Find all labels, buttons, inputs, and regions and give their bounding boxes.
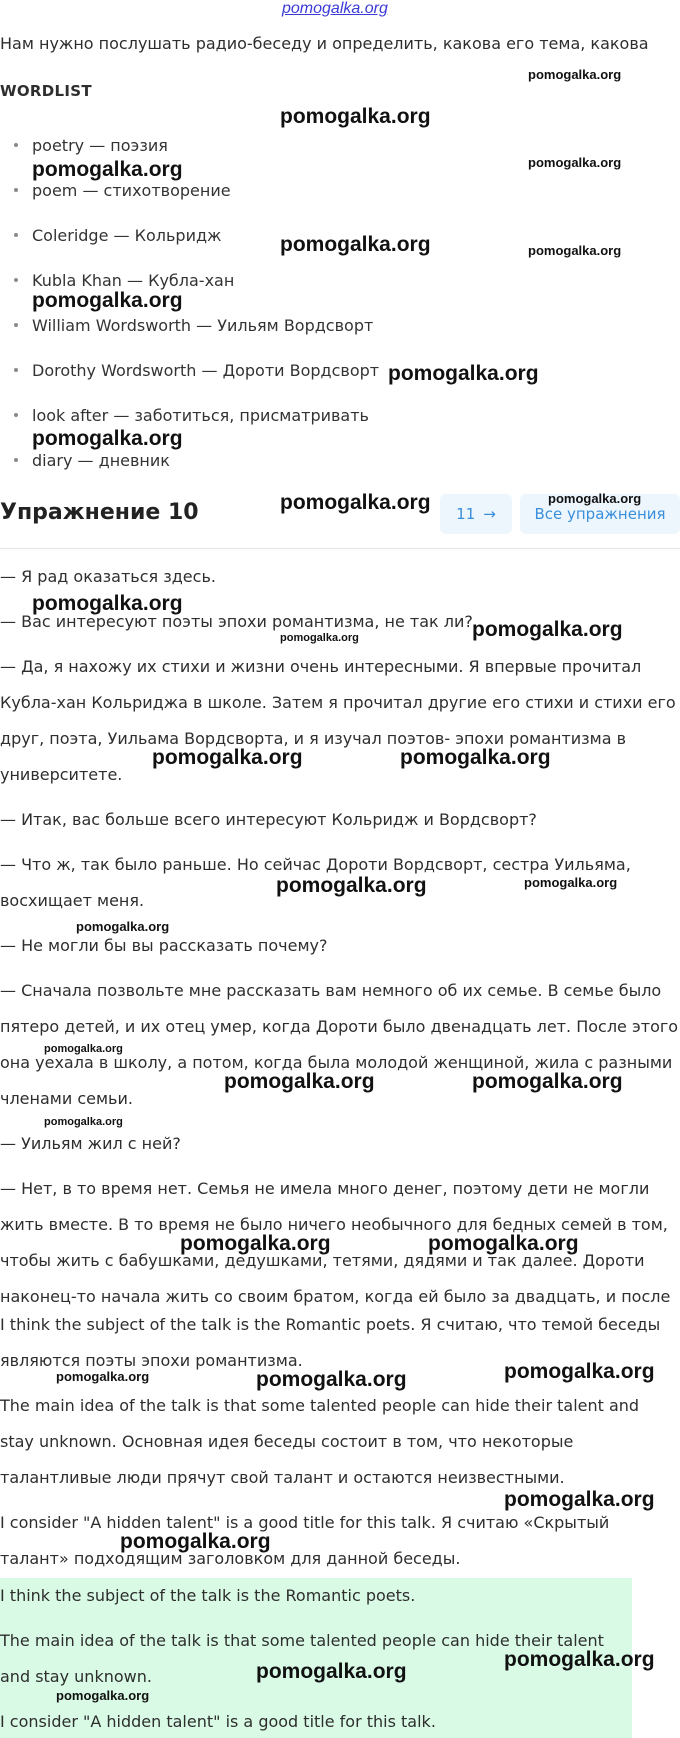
watermark: pomogalka.org	[504, 1648, 655, 1671]
watermark: pomogalka.org	[32, 427, 183, 450]
text-line: — Что ж, так было раньше. Но сейчас Дороти Вордсворт, сестра Уильяма,	[0, 855, 631, 874]
watermark: pomogalka.org	[280, 233, 431, 256]
answer-line: and stay unknown.	[0, 1667, 152, 1686]
text-line: являются поэты эпохи романтизма.	[0, 1351, 303, 1370]
watermark: pomogalka.org	[32, 592, 183, 615]
text-line: — Сначала позвольте мне рассказать вам немного об их семье. В семье было	[0, 981, 662, 1000]
text-line: I think the subject of the talk is the Romantic poets. Я считаю, что темой беседы	[0, 1315, 661, 1334]
watermark: pomogalka.org	[280, 105, 431, 128]
bullet-icon	[14, 458, 18, 462]
watermark: pomogalka.org	[504, 1360, 655, 1383]
text-line: друг, поэта, Уильама Вордсворта, и я изучал поэтов- эпохи романтизма в	[0, 729, 627, 748]
exercise-title: Упражнение 10	[0, 500, 199, 525]
watermark: pomogalka.org	[152, 746, 303, 769]
watermark: pomogalka.org	[76, 919, 170, 934]
bullet-icon	[14, 413, 18, 417]
wordlist-title: WORDLIST	[0, 82, 92, 100]
bullet-icon	[14, 233, 18, 237]
watermark: pomogalka.org	[32, 158, 183, 181]
wordlist-item: Coleridge — Кольридж	[14, 226, 221, 245]
next-exercise-button[interactable]	[440, 494, 512, 534]
wordlist-item: William Wordsworth — Уильям Вордсворт	[14, 316, 373, 335]
watermark: pomogalka.org	[472, 1070, 623, 1093]
watermark: pomogalka.org	[32, 289, 183, 312]
text-line: — Не могли бы вы рассказать почему?	[0, 936, 328, 955]
all-exercises-label: Все упражнения	[534, 505, 666, 523]
watermark: pomogalka.org	[388, 362, 539, 385]
wordlist-item: Dorothy Wordsworth — Дороти Вордсворт	[14, 361, 379, 380]
text-line: она уехала в школу, а потом, когда была молодой женщиной, жила с разными	[0, 1053, 673, 1072]
text-line: — Итак, вас больше всего интересуют Кольридж и Вордсворт?	[0, 810, 537, 829]
watermark: pomogalka.org	[280, 632, 359, 644]
watermark: pomogalka.org	[44, 1043, 123, 1055]
text-line: восхищает меня.	[0, 891, 145, 910]
watermark: pomogalka.org	[472, 618, 623, 641]
text-line: талант» подходящим заголовком для данной беседы.	[0, 1549, 461, 1568]
answer-line: I think the subject of the talk is the Romantic poets.	[0, 1586, 416, 1605]
watermark: pomogalka.org	[504, 1488, 655, 1511]
watermark: pomogalka.org	[256, 1368, 407, 1391]
arrow-right-icon: →	[483, 505, 496, 523]
next-exercise-label: 11	[456, 505, 476, 523]
answer-line: I consider "A hidden talent" is a good title for this talk.	[0, 1712, 436, 1731]
text-line: наконец-то начала жить со своим братом, когда ей было за двадцать, и после	[0, 1287, 671, 1306]
wordlist-item: poem — стихотворение	[14, 181, 231, 200]
text-line: — Вас интересуют поэты эпохи романтизма, не так ли?	[0, 612, 473, 631]
bullet-icon	[14, 368, 18, 372]
watermark-top: pomogalka.org	[282, 0, 388, 17]
watermark: pomogalka.org	[120, 1530, 271, 1553]
header-divider	[0, 548, 680, 549]
watermark: pomogalka.org	[528, 243, 622, 258]
watermark: pomogalka.org	[528, 155, 622, 170]
watermark: pomogalka.org	[428, 1232, 579, 1255]
text-line: университете.	[0, 765, 123, 784]
text-line: талантливые люди прячут свой талант и остаются неизвестными.	[0, 1468, 565, 1487]
text-line: членами семьи.	[0, 1089, 133, 1108]
watermark: pomogalka.org	[56, 1369, 150, 1384]
watermark: pomogalka.org	[400, 746, 551, 769]
watermark: pomogalka.org	[524, 875, 618, 890]
text-line: чтобы жить с бабушками, дедушками, тетями, дядями и так далее. Дороти	[0, 1251, 645, 1270]
watermark: pomogalka.org	[548, 491, 642, 506]
text-line: пятеро детей, и их отец умер, когда Дороти было двенадцать лет. После этого	[0, 1017, 679, 1036]
text-line: Кубла-хан Кольриджа в школе. Затем я прочитал другие его стихи и стихи его	[0, 693, 676, 712]
wordlist-item: diary — дневник	[14, 451, 170, 470]
intro-text: Нам нужно послушать радио-беседу и определить, какова его тема, какова	[0, 34, 649, 53]
bullet-icon	[14, 323, 18, 327]
wordlist-item: Kubla Khan — Кубла-хан	[14, 271, 234, 290]
answer-line: The main idea of the talk is that some talented people can hide their talent	[0, 1631, 604, 1650]
bullet-icon	[14, 143, 18, 147]
bullet-icon	[14, 188, 18, 192]
bullet-icon	[14, 278, 18, 282]
watermark: pomogalka.org	[256, 1660, 407, 1683]
text-line: I consider "A hidden talent" is a good title for this talk. Я считаю «Скрытый	[0, 1513, 610, 1532]
text-line: — Я рад оказаться здесь.	[0, 567, 216, 586]
watermark: pomogalka.org	[56, 1688, 150, 1703]
watermark: pomogalka.org	[280, 491, 431, 514]
text-line: stay unknown. Основная идея беседы состоит в том, что некоторые	[0, 1432, 574, 1451]
text-line: — Да, я нахожу их стихи и жизни очень интересными. Я впервые прочитал	[0, 657, 642, 676]
wordlist-item: look after — заботиться, присматривать	[14, 406, 369, 425]
watermark: pomogalka.org	[180, 1232, 331, 1255]
wordlist-item: poetry — поэзия	[14, 136, 168, 155]
text-line: жить вместе. В то время не было ничего необычного для бедных семей в том,	[0, 1215, 668, 1234]
watermark: pomogalka.org	[44, 1116, 123, 1128]
watermark: pomogalka.org	[224, 1070, 375, 1093]
watermark: pomogalka.org	[276, 874, 427, 897]
text-line: — Нет, в то время нет. Семья не имела много денег, поэтому дети не могли	[0, 1179, 650, 1198]
text-line: The main idea of the talk is that some talented people can hide their talent and	[0, 1396, 640, 1415]
text-line: — Уильям жил с ней?	[0, 1134, 181, 1153]
watermark: pomogalka.org	[528, 67, 622, 82]
